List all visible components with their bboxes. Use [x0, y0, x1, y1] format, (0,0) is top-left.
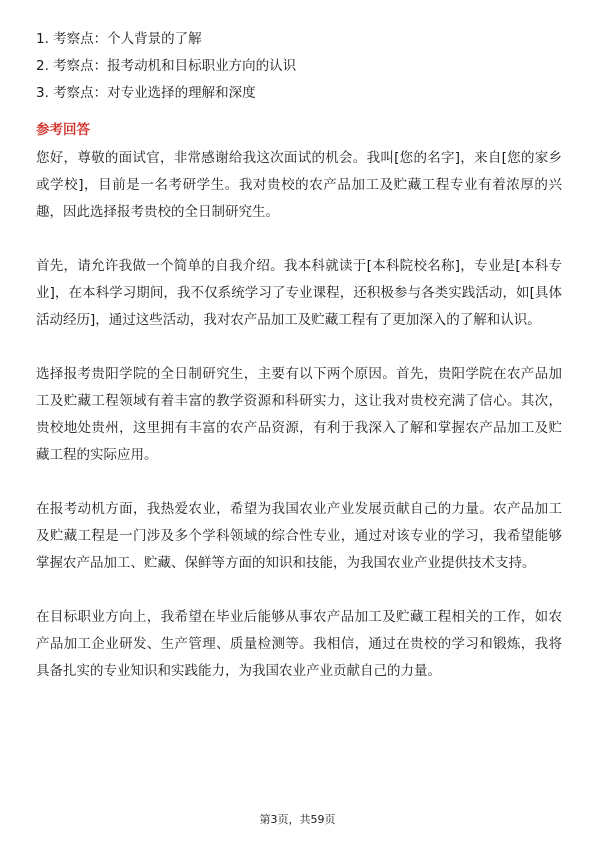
answer-paragraph-2: 首先，请允许我做一个简单的自我介绍。我本科就读于[本科院校名称]，专业是[本科专业]，在本科学习期间，我不仅系统学习了专业课程，还积极参与各类实践活动，如[具体活动经历]，通过这些活动，我对农产品加工及贮藏工程有了更加深入的了解和认识。 [36, 258, 562, 328]
answer-paragraph-4: 在报考动机方面，我热爱农业，希望为我国农业产业发展贡献自己的力量。农产品加工及贮藏工程是一门涉及多个学科领域的综合性专业，通过对该专业的学习，我希望能够掌握农产品加工、贮藏、保鲜等方面的知识和技能，为我国农业产业提供技术支持。 [36, 501, 562, 571]
exam-point-1: 1. 考察点：个人背景的了解 [36, 31, 202, 47]
reference-answer-body [36, 145, 562, 712]
answer-paragraph-1: 您好，尊敬的面试官，非常感谢给我这次面试的机会。我叫[您的名字]，来自[您的家乡或学校]，目前是一名考研学生。我对贵校的农产品加工及贮藏工程专业有着浓厚的兴趣，因此选择报考贵校的全日制研究生。 [36, 150, 562, 220]
exam-point-2: 2. 考察点：报考动机和目标职业方向的认识 [36, 58, 297, 74]
page-number-footer: 第3页，共59页 [259, 813, 336, 826]
answer-paragraph-5: 在目标职业方向上，我希望在毕业后能够从事农产品加工及贮藏工程相关的工作，如农产品加工企业研发、生产管理、质量检测等。我相信，通过在贵校的学习和锻炼，我将具备扎实的专业知识和实践能力，为我国农业产业贡献自己的力量。 [36, 609, 562, 679]
reference-answer-heading: 参考回答 [36, 122, 90, 138]
exam-point-3: 3. 考察点：对专业选择的理解和深度 [36, 85, 256, 101]
answer-paragraph-3: 选择报考贵阳学院的全日制研究生，主要有以下两个原因。首先，贵阳学院在农产品加工及贮藏工程领域有着丰富的教学资源和科研实力，这让我对贵校充满了信心。其次，贵校地处贵州，这里拥有丰富的农产品资源，有利于我深入了解和掌握农产品加工及贮藏工程的实际应用。 [36, 366, 562, 463]
exam-points-list [36, 26, 566, 107]
